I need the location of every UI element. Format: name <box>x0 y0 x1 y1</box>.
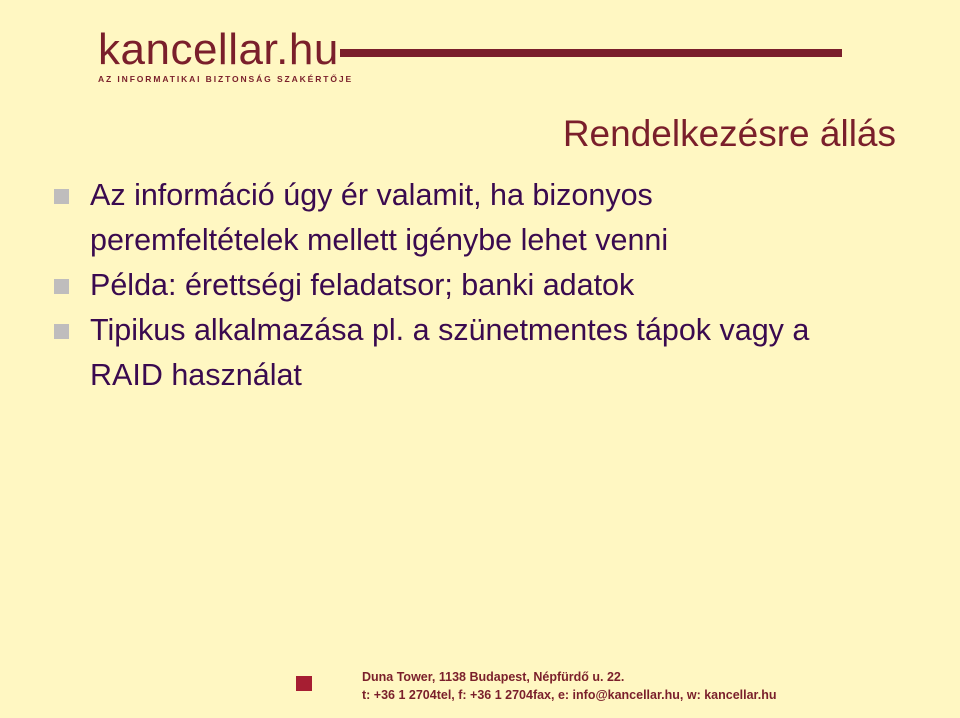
footer <box>362 668 776 704</box>
bullet-item <box>52 308 912 398</box>
bullet-text-line: peremfeltételek mellett igénybe lehet venni <box>90 223 669 257</box>
bullet-list <box>52 173 912 398</box>
logo-name: kancellar.hu <box>98 25 339 74</box>
square-bullet-icon <box>54 324 69 339</box>
header-bar <box>340 49 842 57</box>
footer-square-icon <box>296 676 312 691</box>
bullet-text-line: RAID használat <box>90 358 302 392</box>
slide-title: Rendelkezésre állás <box>562 113 896 154</box>
square-bullet-icon <box>54 279 69 294</box>
bullet-text-line: Az információ úgy ér valamit, ha bizonyos <box>90 178 653 212</box>
bullet-item <box>52 173 912 263</box>
logo-tagline: AZ INFORMATIKAI BIZTONSÁG SZAKÉRTŐJE <box>98 74 354 84</box>
footer-contacts: t: +36 1 2704tel, f: +36 1 2704fax, e: info@kancellar.hu, w: kancellar.hu <box>362 688 777 702</box>
bullet-item <box>52 263 912 308</box>
bullet-text-line: Példa: érettségi feladatsor; banki adatok <box>90 268 635 302</box>
logo <box>98 25 354 84</box>
bullet-text-line: Tipikus alkalmazása pl. a szünetmentes tápok vagy a <box>90 313 810 347</box>
square-bullet-icon <box>54 189 69 204</box>
footer-address: Duna Tower, 1138 Budapest, Népfürdő u. 22. <box>362 670 625 684</box>
